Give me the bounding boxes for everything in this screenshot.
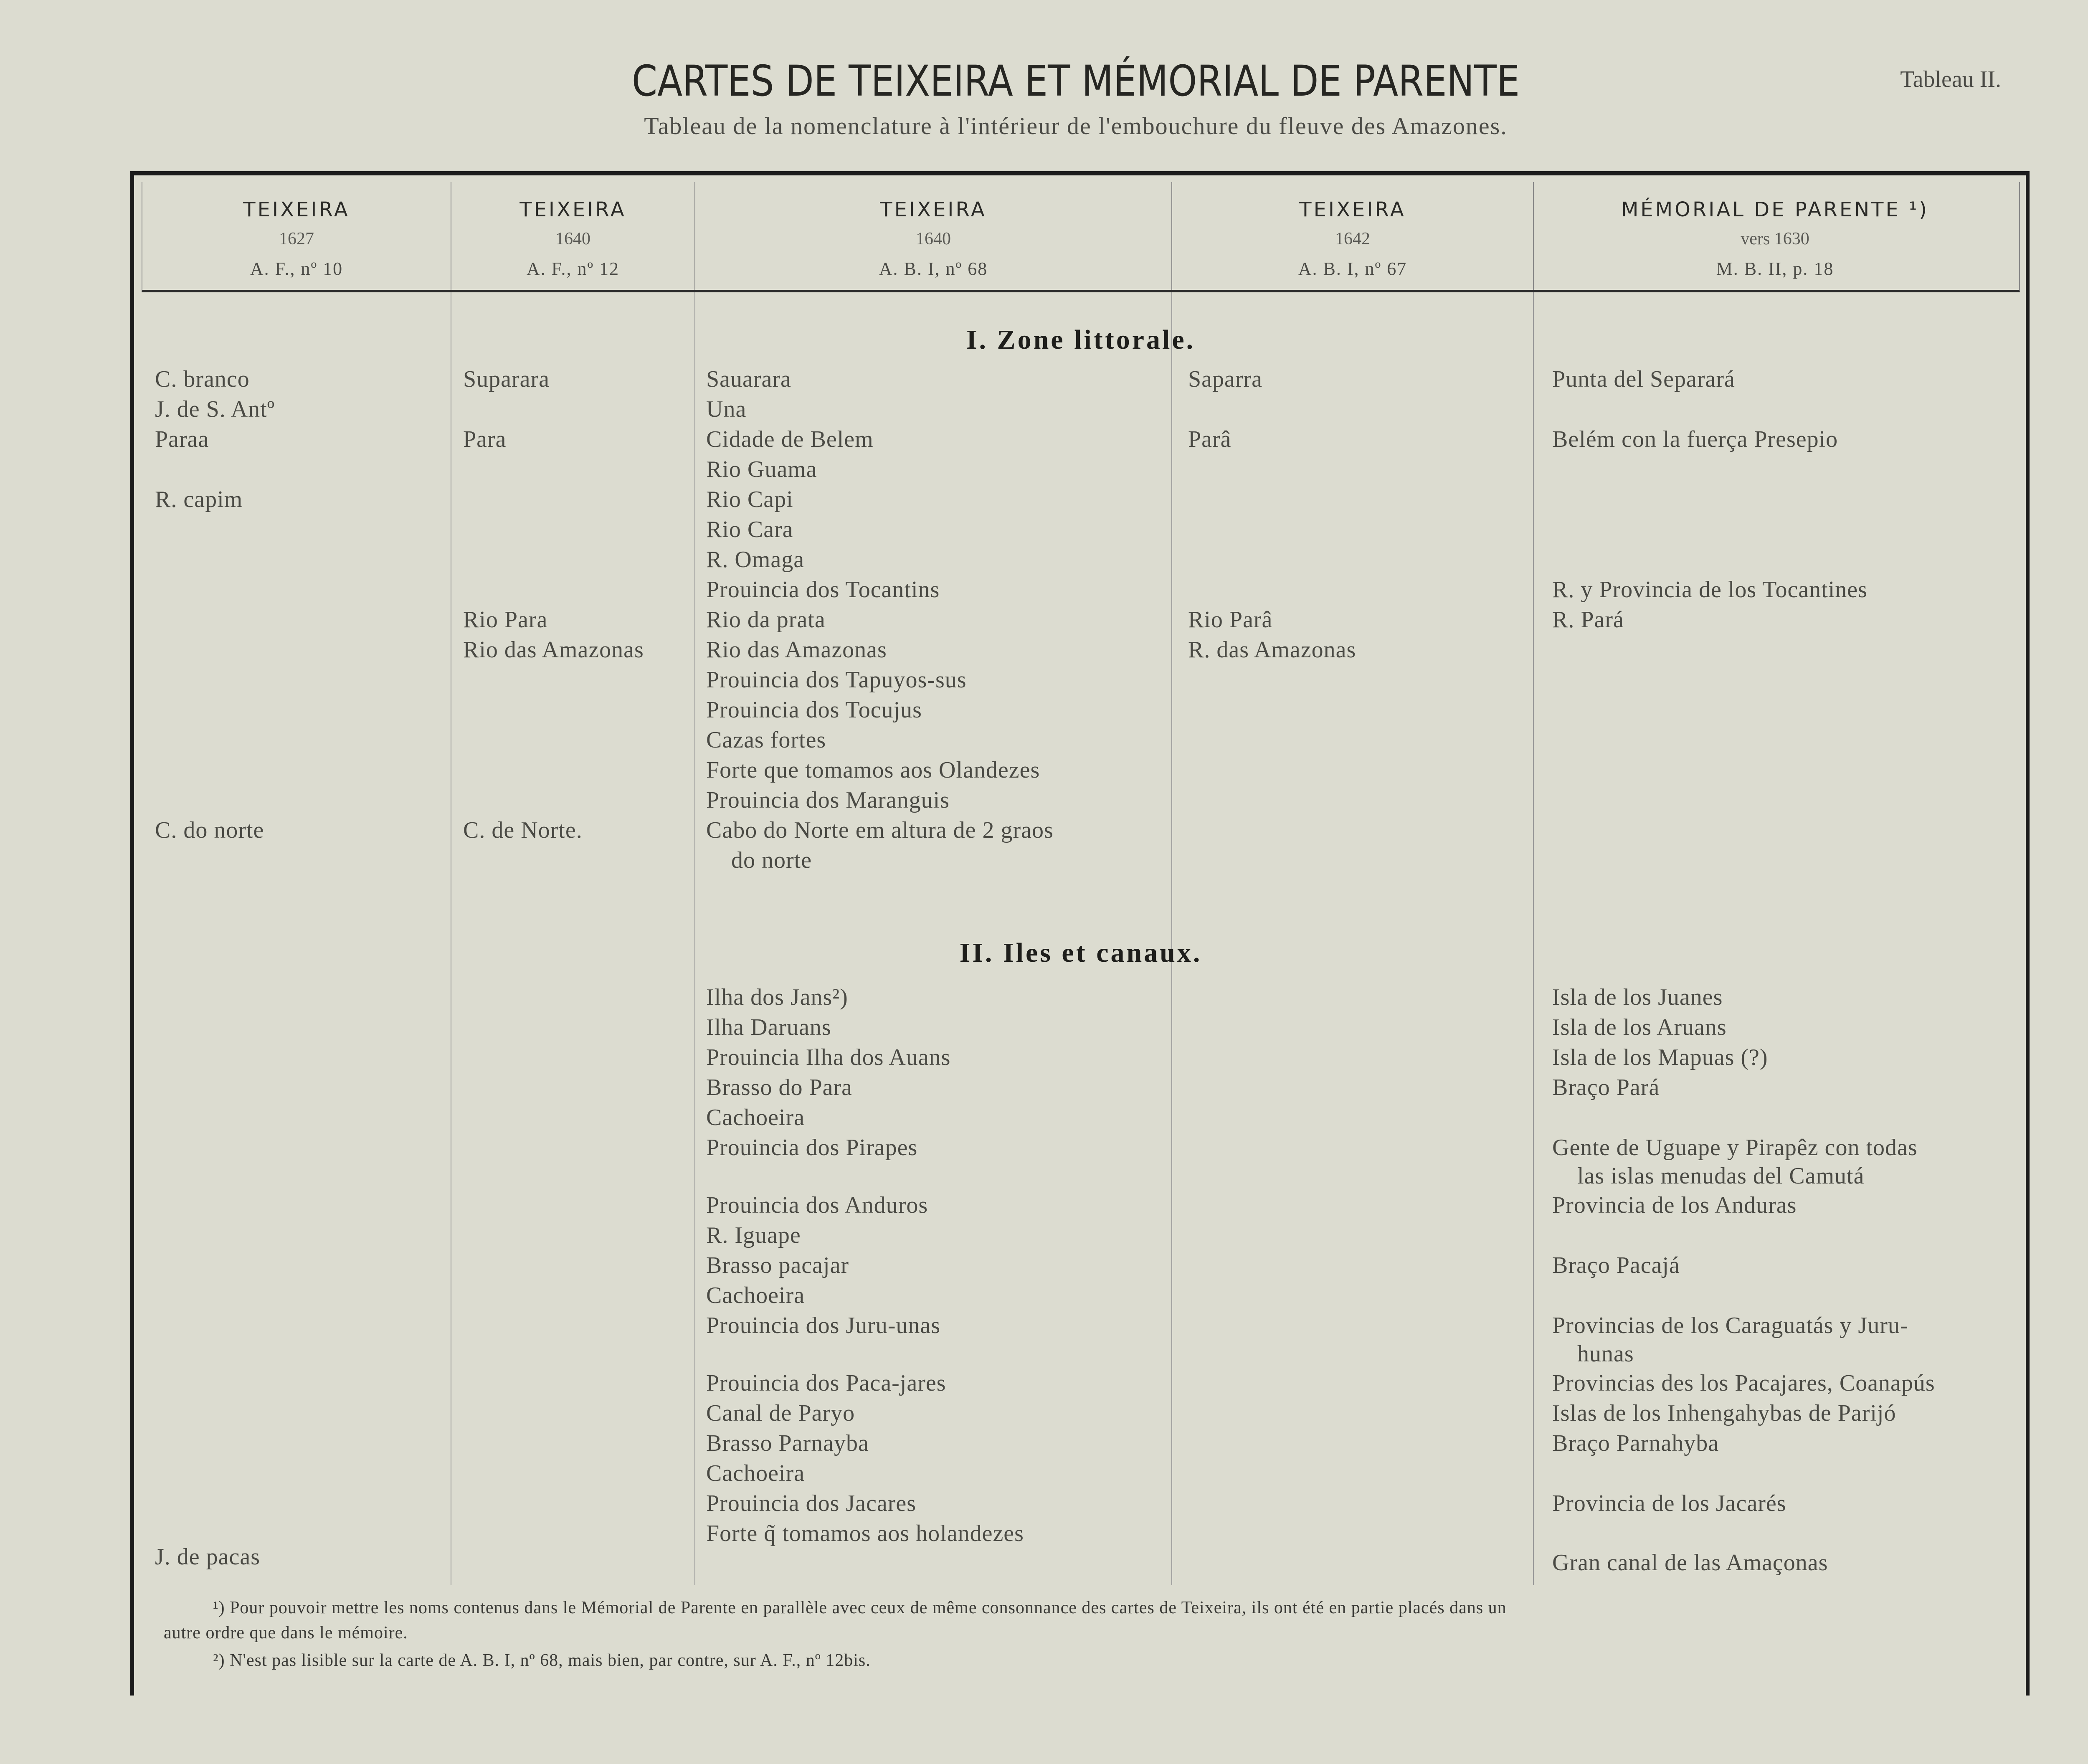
list-item: Para: [463, 426, 507, 452]
list-item: Prouincia dos Tapuyos-sus: [706, 667, 967, 693]
list-item: Provincia de los Jacarés: [1552, 1490, 1786, 1516]
list-item: Cazas fortes: [706, 727, 826, 753]
list-item: Isla de los Aruans: [1552, 1014, 1727, 1040]
table-header: [142, 182, 2020, 292]
header-year: 1640: [555, 229, 590, 248]
list-item: Prouincia Ilha dos Auans: [706, 1044, 951, 1070]
list-item: Brasso Parnayba: [706, 1430, 869, 1456]
list-item: Cidade de Belem: [706, 426, 874, 452]
list-item: Isla de los Mapuas (?): [1552, 1044, 1768, 1070]
header-col-5: [1534, 182, 2016, 290]
list-item: Cachoeira: [706, 1460, 805, 1486]
footnote-1-cont: autre ordre que dans le mémoire.: [164, 1623, 408, 1642]
list-item: Prouincia dos Tocujus: [706, 697, 922, 723]
header-col-2: [451, 182, 695, 290]
list-item: Belém con la fuerça Presepio: [1552, 426, 1838, 452]
list-item: Prouincia dos Paca-jares: [706, 1370, 946, 1396]
list-item: R. Iguape: [706, 1222, 801, 1248]
list-item: Parâ: [1188, 426, 1232, 452]
list-item: C. branco: [155, 366, 250, 392]
list-item: Rio Para: [463, 607, 548, 633]
column-divider: [1533, 292, 1534, 994]
list-item: Sauarara: [706, 366, 791, 392]
header-col-1: [142, 182, 451, 290]
list-item: R. Omaga: [706, 547, 805, 573]
section-title-iles-et-canaux: II. Iles et canaux.: [959, 938, 1202, 968]
list-item: Brasso do Para: [706, 1075, 852, 1100]
header-col-3: [695, 182, 1172, 290]
column-divider: [1171, 292, 1172, 994]
footnote-1: ¹) Pour pouvoir mettre les noms contenus dans le Mémorial de Parente en parallèle avec ceux de même consonnance des cartes de Teixeira, ils ont été en partie placés dans un: [213, 1598, 1507, 1617]
list-item: Braço Pará: [1552, 1075, 1660, 1100]
list-item: Prouincia dos Jacares: [706, 1490, 917, 1516]
list-item: Canal de Paryo: [706, 1400, 855, 1426]
list-item: Isla de los Juanes: [1552, 984, 1723, 1010]
list-item: R. y Provincia de los Tocantines: [1552, 577, 1868, 603]
list-item: Braço Pacajá: [1552, 1252, 1680, 1278]
header-name: TEIXEIRA: [880, 198, 987, 221]
tableau-label: Tableau II.: [1900, 66, 2001, 92]
footnote-2: ²) N'est pas lisible sur la carte de A. B. I, nº 68, mais bien, par contre, sur A. F., nº 12bis.: [213, 1651, 871, 1670]
list-item: Punta del Separará: [1552, 366, 1735, 392]
list-item: Prouincia dos Pirapes: [706, 1135, 918, 1161]
header-year: 1627: [279, 229, 314, 248]
list-item: Gente de Uguape y Pirapêz con todas: [1552, 1135, 1918, 1161]
list-item: Brasso pacajar: [706, 1252, 849, 1278]
list-item: Cabo do Norte em altura de 2 graos: [706, 817, 1054, 843]
list-item: Gran canal de las Amaçonas: [1552, 1550, 1828, 1576]
list-item: Prouincia dos Tocantins: [706, 577, 940, 603]
list-item: Suparara: [463, 366, 550, 392]
list-item: Rio das Amazonas: [706, 637, 887, 663]
list-item: Provincias de los Caraguatás y Juru-: [1552, 1313, 1908, 1338]
column-divider: [1171, 984, 1172, 1585]
header-name: TEIXEIRA: [519, 198, 626, 221]
header-name: MÉMORIAL DE PARENTE ¹): [1621, 198, 1929, 221]
list-item: R. das Amazonas: [1188, 637, 1356, 663]
column-divider: [694, 984, 695, 1585]
list-item: R. capim: [155, 487, 243, 512]
list-item: Rio Cara: [706, 517, 793, 542]
list-item: C. de Norte.: [463, 817, 583, 843]
nomenclature-table: [130, 171, 2030, 1696]
list-item: J. de S. Antº: [155, 396, 275, 422]
header-ref: A. F., nº 10: [250, 259, 343, 279]
list-item: C. do norte: [155, 817, 264, 843]
list-item: Rio Parâ: [1188, 607, 1273, 633]
list-item: R. Pará: [1552, 607, 1624, 633]
list-item: Prouincia dos Anduros: [706, 1192, 928, 1218]
header-year: 1642: [1335, 229, 1370, 248]
list-item: Rio das Amazonas: [463, 637, 644, 663]
list-item: Forte q̃ tomamos aos holandezes: [706, 1521, 1024, 1546]
list-item: Saparra: [1188, 366, 1263, 392]
list-item: J. de pacas: [155, 1544, 261, 1570]
list-item: Ilha dos Jans²): [706, 984, 848, 1010]
section-title-zone-littorale: I. Zone littorale.: [966, 324, 1196, 355]
header-year: 1640: [916, 229, 951, 248]
list-item: las islas menudas del Camutá: [1577, 1163, 1865, 1189]
list-item: do norte: [731, 847, 812, 873]
list-item: Prouincia dos Maranguis: [706, 787, 950, 813]
list-item: Cachoeira: [706, 1105, 805, 1130]
list-item: Braço Parnahyba: [1552, 1430, 1719, 1456]
header-year: vers 1630: [1741, 229, 1809, 248]
header-ref: A. F., nº 12: [526, 259, 620, 279]
header-ref: M. B. II, p. 18: [1716, 259, 1834, 279]
list-item: Provincias des los Pacajares, Coanapús: [1552, 1370, 1935, 1396]
list-item: Cachoeira: [706, 1282, 805, 1308]
column-divider: [694, 292, 695, 994]
header-ref: A. B. I, nº 67: [1298, 259, 1407, 279]
header-col-4: [1172, 182, 1534, 290]
list-item: Forte que tomamos aos Olandezes: [706, 757, 1040, 783]
header-name: TEIXEIRA: [243, 198, 350, 221]
list-item: Provincia de los Anduras: [1552, 1192, 1797, 1218]
list-item: Prouincia dos Juru-unas: [706, 1313, 941, 1338]
list-item: hunas: [1577, 1341, 1634, 1367]
header-name: TEIXEIRA: [1299, 198, 1406, 221]
list-item: Rio Guama: [706, 456, 817, 482]
column-divider: [1533, 984, 1534, 1585]
header-ref: A. B. I, nº 68: [879, 259, 988, 279]
list-item: Una: [706, 396, 747, 422]
list-item: Paraa: [155, 426, 209, 452]
list-item: Rio Capi: [706, 487, 793, 512]
list-item: Rio da prata: [706, 607, 826, 633]
page-title: CARTES DE TEIXEIRA ET MÉMORIAL DE PARENTE: [631, 56, 1520, 106]
list-item: Islas de los Inhengahybas de Parijó: [1552, 1400, 1896, 1426]
list-item: Ilha Daruans: [706, 1014, 831, 1040]
page-subtitle: Tableau de la nomenclature à l'intérieur de l'embouchure du fleuve des Amazones.: [644, 112, 1508, 139]
